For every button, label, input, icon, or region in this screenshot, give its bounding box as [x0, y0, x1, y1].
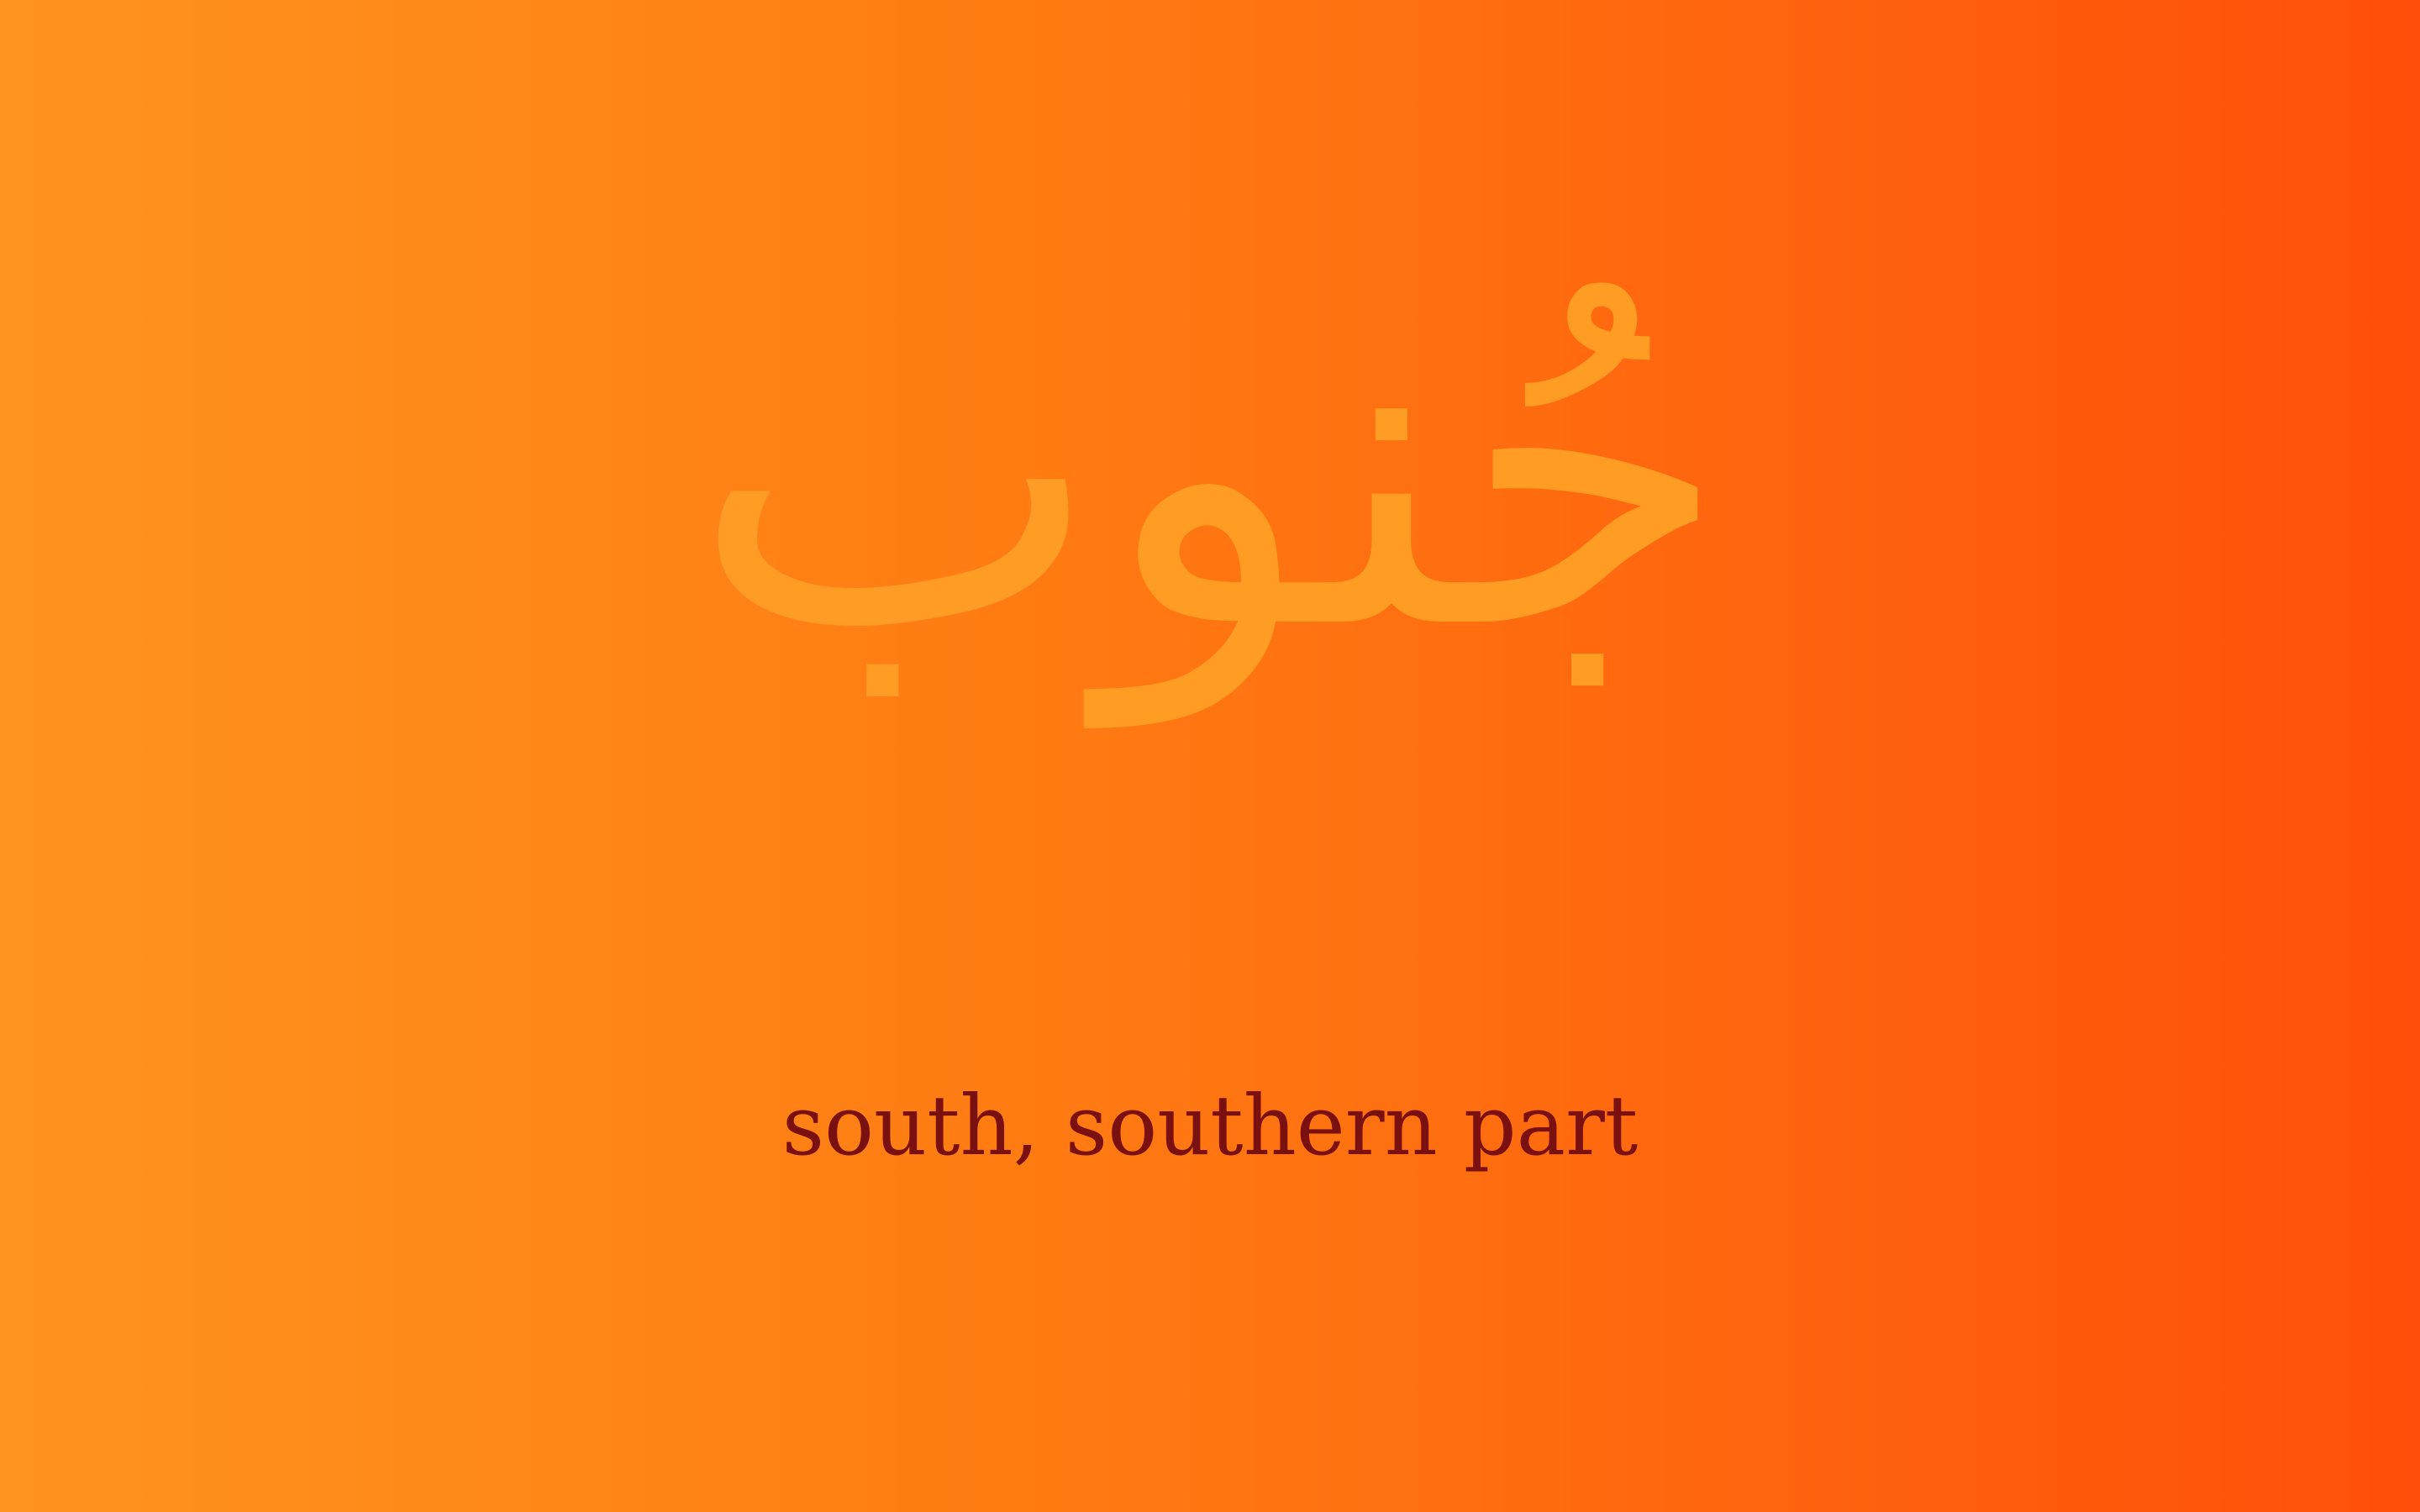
arabic-word: جُنوب	[690, 216, 1730, 725]
english-translation: south, southern part	[781, 1079, 1639, 1174]
